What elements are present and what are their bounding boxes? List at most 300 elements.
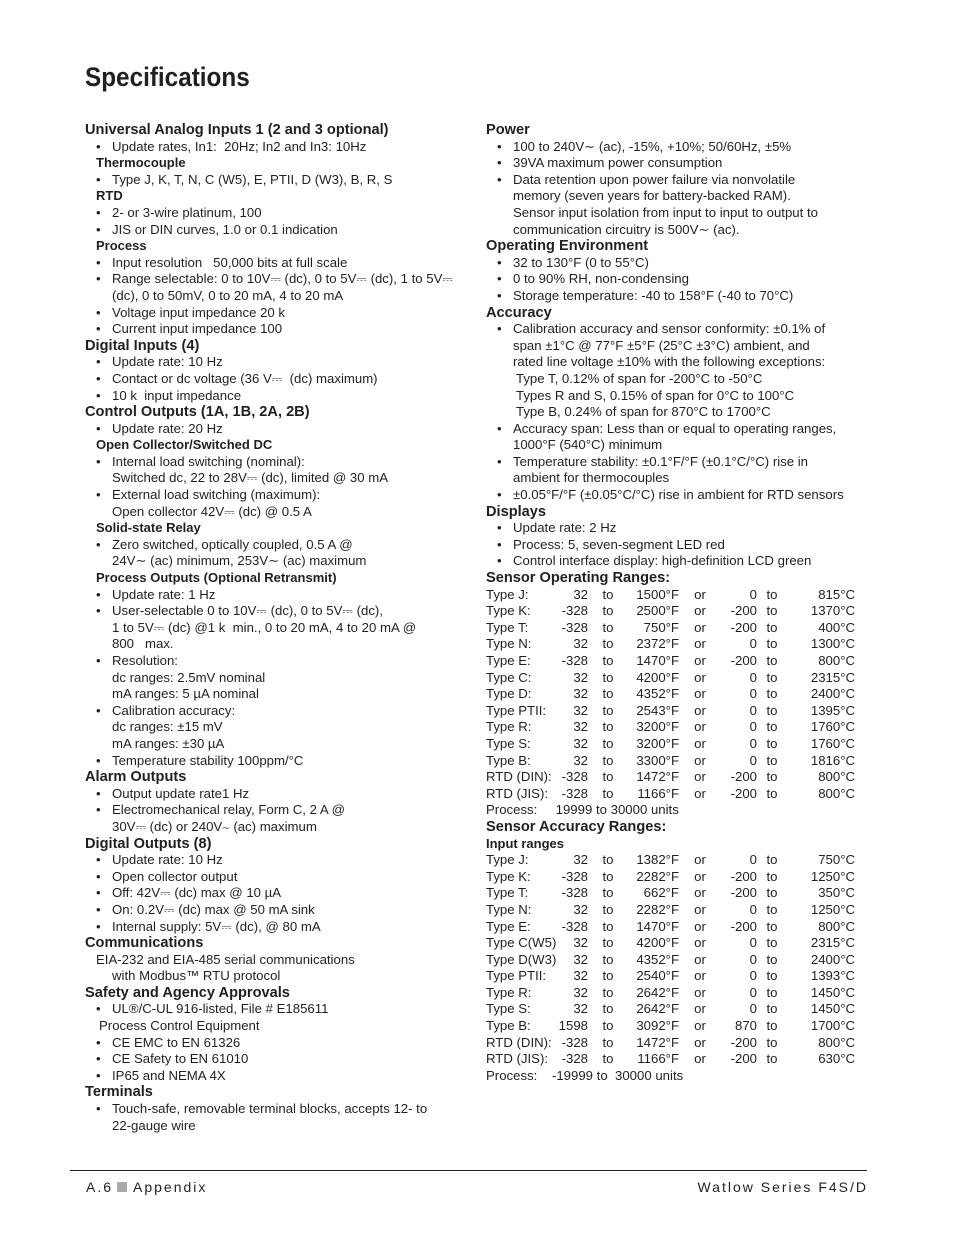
bullet-item: • Temperature stability: ±0.1°F/°F (±0.1°C/°C) rise in ambient for thermocouples [486, 454, 876, 487]
range-row [486, 753, 876, 770]
bullet-item: • CE Safety to EN 61010 [85, 1051, 460, 1068]
range-to: to [766, 752, 778, 768]
range-high-c: 2400°C [810, 951, 855, 967]
subheading-open-collector: Open Collector/Switched DC [96, 437, 273, 453]
bullet-item: • ±0.05°F/°F (±0.05°C/°C) rise in ambient for RTD sensors [486, 487, 876, 504]
range-to: to [602, 901, 614, 917]
page-title: Specifications [85, 62, 250, 92]
range-high-f: 1470°F [636, 918, 679, 934]
range-or: or [694, 951, 706, 967]
range-row [486, 1051, 876, 1068]
range-low-f: 1598 [558, 1018, 588, 1034]
range-or: or [694, 669, 706, 685]
section-heading-safety-approvals: Safety and Agency Approvals [85, 984, 290, 1001]
range-to: to [766, 984, 778, 1000]
range-low-f: -328 [561, 653, 588, 668]
sensor-accuracy-ranges-table [486, 852, 876, 1068]
range-row [486, 636, 876, 653]
range-or: or [694, 918, 706, 934]
bullet-item: • Update rate: 20 Hz [85, 421, 460, 438]
communications-text: EIA-232 and EIA-485 serial communications [96, 951, 355, 967]
range-or: or [694, 603, 706, 619]
range-or: or [694, 1051, 706, 1067]
range-high-c: 1300°C [810, 636, 855, 652]
range-low-f: 32 [573, 852, 588, 868]
range-to: to [766, 636, 778, 652]
sensor-type: RTD (DIN): [486, 1034, 552, 1050]
range-row [486, 1018, 876, 1035]
bullet-item: • 100 to 240V∼ (ac), -15%, +10%; 50/60Hz, ±5% [486, 139, 876, 156]
bullet-item: • Electromechanical relay, Form C, 2 A @ 30V⎓ (dc) or 240V∼ (ac) maximum [85, 802, 460, 835]
range-row [486, 985, 876, 1002]
range-to: to [766, 1018, 778, 1034]
bullet-item: • Storage temperature: -40 to 158°F (-40 to 70°C) [486, 288, 876, 305]
subheading-input-ranges: Input ranges [486, 835, 565, 851]
range-to: to [766, 653, 778, 668]
range-low-f: 32 [573, 686, 588, 702]
sensor-type: Type K: [486, 603, 531, 619]
subheading-solid-state-relay: Solid-state Relay [96, 520, 201, 536]
bullet-item: • 39VA maximum power consumption [486, 155, 876, 172]
section-heading-communications: Communications [85, 935, 204, 952]
sensor-type: Type S: [486, 735, 531, 751]
bullet-item: • Touch-safe, removable terminal blocks, accepts 12- to 22-gauge wire [85, 1101, 460, 1134]
range-to: to [766, 719, 778, 735]
bullet-item: • Process: 5, seven-segment LED red [486, 537, 876, 554]
range-or: or [694, 885, 706, 901]
range-low-f: 32 [573, 901, 588, 917]
range-to: to [766, 785, 778, 801]
range-row [486, 919, 876, 936]
range-to: to [602, 702, 614, 718]
section-heading-sensor-operating-ranges: Sensor Operating Ranges: [486, 570, 671, 587]
range-or: or [694, 1034, 706, 1050]
range-to: to [766, 686, 778, 702]
range-low-f: 32 [573, 719, 588, 735]
range-or: or [694, 653, 706, 668]
range-low-f: 32 [573, 752, 588, 768]
range-low-c: 0 [749, 984, 757, 1000]
bullet-list [85, 1101, 460, 1134]
sensor-type: Type N: [486, 636, 532, 652]
range-to: to [766, 586, 778, 602]
footer-page-label [86, 1179, 207, 1195]
range-row [486, 885, 876, 902]
range-low-c: 0 [749, 719, 757, 735]
sensor-type: Type B: [486, 1018, 531, 1034]
bullet-item: • Control interface display: high-definition LCD green [486, 553, 876, 570]
range-or: or [694, 735, 706, 751]
range-or: or [694, 785, 706, 801]
range-high-f: 750°F [643, 619, 679, 635]
communications-text: with Modbus™ RTU protocol [112, 968, 281, 984]
range-high-f: 662°F [643, 885, 679, 901]
range-low-c: -200 [730, 785, 757, 801]
bullet-list [85, 172, 460, 189]
range-low-c: 0 [749, 735, 757, 751]
range-low-c: 870 [734, 1018, 757, 1034]
range-low-f: -328 [561, 885, 588, 901]
range-low-c: 0 [749, 669, 757, 685]
range-row [486, 719, 876, 736]
range-to: to [766, 868, 778, 884]
range-or: or [694, 686, 706, 702]
range-high-f: 1500°F [636, 586, 679, 602]
right-column [486, 122, 876, 1084]
sensor-type: Type J: [486, 586, 529, 602]
range-low-f: 32 [573, 951, 588, 967]
range-low-c: 0 [749, 686, 757, 702]
range-high-f: 1472°F [636, 1034, 679, 1050]
range-to: to [766, 1051, 778, 1067]
sensor-type: Type PTII: [486, 702, 547, 718]
sensor-type: Type T: [486, 619, 529, 635]
range-or: or [694, 719, 706, 735]
bullet-item: • JIS or DIN curves, 1.0 or 0.1 indication [85, 222, 460, 239]
range-to: to [766, 769, 778, 785]
range-high-f: 3092°F [636, 1018, 679, 1034]
range-high-f: 1166°F [637, 1051, 679, 1067]
range-high-f: 4352°F [636, 686, 679, 702]
range-row [486, 686, 876, 703]
range-high-c: 1760°C [810, 719, 855, 735]
bullet-item: • Calibration accuracy: dc ranges: ±15 mV mA ranges: ±30 µA [85, 703, 460, 753]
range-low-f: 32 [573, 984, 588, 1000]
bullet-list [85, 852, 460, 935]
bullet-item: • Off: 42V⎓ (dc) max @ 10 µA [85, 885, 460, 902]
bullet-list [486, 520, 876, 570]
range-to: to [602, 918, 614, 934]
range-to: to [602, 935, 614, 951]
range-or: or [694, 968, 706, 984]
section-heading-terminals: Terminals [85, 1084, 153, 1101]
sensor-type: RTD (DIN): [486, 769, 552, 785]
range-to: to [766, 1034, 778, 1050]
range-or: or [694, 852, 706, 868]
bullet-list [486, 321, 876, 371]
range-or: or [694, 868, 706, 884]
range-to: to [602, 735, 614, 751]
range-low-c: 0 [749, 636, 757, 652]
section-heading-sensor-accuracy-ranges: Sensor Accuracy Ranges: [486, 818, 667, 835]
range-low-c: 0 [749, 752, 757, 768]
sensor-type: Type B: [486, 752, 531, 768]
bullet-item: • Output update rate1 Hz [85, 786, 460, 803]
range-low-f: -328 [561, 1034, 588, 1050]
range-to: to [602, 951, 614, 967]
range-low-c: -200 [730, 1051, 757, 1067]
page-number: A.6 [86, 1179, 114, 1195]
accuracy-exception: Type B, 0.24% of span for 870°C to 1700°C [516, 404, 771, 420]
range-or: or [694, 935, 706, 951]
range-high-c: 1450°C [810, 984, 855, 1000]
range-to: to [602, 752, 614, 768]
bullet-list [85, 421, 460, 438]
section-name: Appendix [133, 1179, 208, 1195]
section-heading-digital-inputs: Digital Inputs (4) [85, 337, 200, 354]
accuracy-process-range: Process: -19999 to 30000 units [486, 1067, 684, 1083]
bullet-item: • UL®/C-UL 916-listed, File # E185611 [85, 1001, 460, 1018]
range-high-c: 815°C [818, 586, 855, 602]
range-high-c: 1250°C [810, 901, 855, 917]
range-high-c: 800°C [818, 1034, 855, 1050]
footer-product-name: Watlow Series F4S/D [697, 1179, 868, 1195]
range-low-c: 0 [749, 702, 757, 718]
bullet-item: • Update rate: 10 Hz [85, 354, 460, 371]
bullet-item: • External load switching (maximum): Open collector 42V⎓ (dc) @ 0.5 A [85, 487, 460, 520]
sensor-type: Type K: [486, 868, 531, 884]
range-to: to [766, 1001, 778, 1017]
range-row [486, 769, 876, 786]
range-to: to [602, 1051, 614, 1067]
range-high-f: 2642°F [636, 1001, 679, 1017]
range-high-f: 4200°F [636, 935, 679, 951]
range-low-c: -200 [730, 603, 757, 619]
range-to: to [602, 769, 614, 785]
range-to: to [766, 918, 778, 934]
bullet-list [486, 139, 876, 239]
bullet-list [85, 587, 460, 770]
range-high-c: 800°C [818, 769, 855, 785]
section-heading-universal-analog-inputs: Universal Analog Inputs 1 (2 and 3 optional) [85, 122, 389, 138]
sensor-type: Type N: [486, 901, 532, 917]
sensor-type: Type D: [486, 686, 532, 702]
subheading-thermocouple: Thermocouple [96, 155, 186, 171]
range-or: or [694, 1018, 706, 1034]
range-high-f: 2372°F [636, 636, 679, 652]
range-high-c: 1760°C [810, 735, 855, 751]
bullet-item: • Update rate: 1 Hz [85, 587, 460, 604]
range-to: to [766, 885, 778, 901]
range-high-c: 400°C [818, 619, 855, 635]
range-high-c: 800°C [818, 785, 855, 801]
range-to: to [766, 968, 778, 984]
range-high-f: 3200°F [636, 719, 679, 735]
range-high-c: 350°C [818, 885, 855, 901]
range-row [486, 935, 876, 952]
section-heading-power: Power [486, 122, 530, 138]
bullet-item: • Zero switched, optically coupled, 0.5 A @ 24V∼ (ac) minimum, 253V∼ (ac) maximum [85, 537, 460, 570]
bullet-item: • 32 to 130°F (0 to 55°C) [486, 255, 876, 272]
range-high-f: 3200°F [636, 735, 679, 751]
range-to: to [602, 868, 614, 884]
range-high-c: 1370°C [810, 603, 855, 619]
range-high-f: 1166°F [637, 785, 679, 801]
range-high-f: 2642°F [636, 984, 679, 1000]
range-low-f: -328 [561, 785, 588, 801]
range-to: to [766, 702, 778, 718]
subheading-process: Process [96, 238, 147, 254]
left-column [85, 122, 460, 1134]
range-low-c: 0 [749, 852, 757, 868]
range-to: to [602, 1018, 614, 1034]
sensor-operating-ranges-table [486, 587, 876, 803]
range-to: to [602, 852, 614, 868]
range-to: to [766, 603, 778, 619]
range-high-c: 800°C [818, 918, 855, 934]
range-low-c: 0 [749, 901, 757, 917]
section-heading-operating-environment: Operating Environment [486, 238, 649, 255]
range-low-f: 32 [573, 735, 588, 751]
section-heading-displays: Displays [486, 503, 547, 520]
sensor-type: Type E: [486, 653, 531, 668]
range-to: to [766, 935, 778, 951]
square-bullet-icon [117, 1182, 127, 1192]
range-row [486, 620, 876, 637]
range-to: to [766, 951, 778, 967]
range-or: or [694, 702, 706, 718]
range-low-c: -200 [730, 619, 757, 635]
range-to: to [602, 603, 614, 619]
range-row [486, 603, 876, 620]
range-to: to [602, 719, 614, 735]
bullet-item: • CE EMC to EN 61326 [85, 1035, 460, 1052]
range-high-c: 1393°C [810, 968, 855, 984]
sensor-type: Type D(W3) [486, 951, 557, 967]
section-heading-control-outputs: Control Outputs (1A, 1B, 2A, 2B) [85, 404, 310, 421]
range-low-f: -328 [561, 619, 588, 635]
range-to: to [766, 669, 778, 685]
range-high-f: 4352°F [636, 951, 679, 967]
range-low-c: -200 [730, 868, 757, 884]
range-row [486, 703, 876, 720]
bullet-item: • 10 k input impedance [85, 388, 460, 405]
range-high-c: 1816°C [810, 752, 855, 768]
range-high-c: 2315°C [810, 669, 855, 685]
range-to: to [602, 1034, 614, 1050]
range-high-f: 2282°F [636, 901, 679, 917]
bullet-item: • User-selectable 0 to 10V⎓ (dc), 0 to 5V⎓ (dc), 1 to 5V⎓ (dc) @1 k min., 0 to 20 mA, 4 to 20 mA @ 800 max. [85, 603, 460, 653]
bullet-list [85, 139, 460, 156]
range-low-f: 32 [573, 636, 588, 652]
range-or: or [694, 901, 706, 917]
range-high-c: 2315°C [810, 935, 855, 951]
range-low-f: 32 [573, 669, 588, 685]
sensor-type: Type R: [486, 984, 532, 1000]
bullet-list [85, 786, 460, 836]
bullet-item: • 2- or 3-wire platinum, 100 [85, 205, 460, 222]
bullet-item: • Update rate: 2 Hz [486, 520, 876, 537]
range-low-f: 32 [573, 586, 588, 602]
bullet-item: • Calibration accuracy and sensor conformity: ±0.1% of span ±1°C @ 77°F ±5°F (25°C ±3°C) ambient, and rated line voltage ±10% with the following exceptions: [486, 321, 876, 371]
range-row [486, 587, 876, 604]
range-low-c: 0 [749, 586, 757, 602]
range-or: or [694, 769, 706, 785]
subheading-rtd: RTD [96, 188, 123, 204]
range-row [486, 1035, 876, 1052]
range-low-f: 32 [573, 968, 588, 984]
range-to: to [766, 735, 778, 751]
range-low-c: -200 [730, 769, 757, 785]
bullet-list [85, 1001, 460, 1018]
section-heading-digital-outputs: Digital Outputs (8) [85, 835, 212, 852]
range-to: to [602, 653, 614, 668]
range-low-c: -200 [730, 918, 757, 934]
bullet-list [85, 354, 460, 404]
range-or: or [694, 636, 706, 652]
range-high-f: 1382°F [636, 852, 679, 868]
sensor-type: RTD (JIS): [486, 1051, 549, 1067]
bullet-list [85, 1035, 460, 1085]
range-low-c: 0 [749, 1001, 757, 1017]
sensor-type: Type PTII: [486, 968, 547, 984]
approval-text: Process Control Equipment [99, 1018, 260, 1034]
bullet-item: • Internal supply: 5V⎓ (dc), @ 80 mA [85, 919, 460, 936]
bullet-list [85, 537, 460, 570]
range-high-c: 2400°C [810, 686, 855, 702]
sensor-type: RTD (JIS): [486, 785, 549, 801]
range-high-c: 1250°C [810, 868, 855, 884]
bullet-item: • Input resolution 50,000 bits at full scale [85, 255, 460, 272]
range-low-c: 0 [749, 968, 757, 984]
range-row [486, 902, 876, 919]
range-to: to [766, 901, 778, 917]
range-to: to [602, 636, 614, 652]
range-or: or [694, 619, 706, 635]
range-high-f: 2282°F [636, 868, 679, 884]
range-row [486, 968, 876, 985]
bullet-item: • Range selectable: 0 to 10V⎓ (dc), 0 to 5V⎓ (dc), 1 to 5V⎓ (dc), 0 to 50mV, 0 to 20 mA, 4 to 20 mA [85, 271, 460, 304]
bullet-item: • Temperature stability 100ppm/°C [85, 753, 460, 770]
range-high-c: 800°C [818, 653, 855, 668]
range-low-f: -328 [561, 868, 588, 884]
range-high-c: 750°C [818, 852, 855, 868]
range-high-f: 1472°F [636, 769, 679, 785]
range-high-f: 2540°F [636, 968, 679, 984]
range-to: to [602, 968, 614, 984]
range-low-f: -328 [561, 603, 588, 619]
bullet-list [486, 421, 876, 504]
range-row [486, 1001, 876, 1018]
bullet-list [85, 205, 460, 238]
range-high-f: 4200°F [636, 669, 679, 685]
range-row [486, 852, 876, 869]
range-high-f: 3300°F [636, 752, 679, 768]
range-row [486, 653, 876, 670]
range-low-c: -200 [730, 1034, 757, 1050]
bullet-item: • Resolution: dc ranges: 2.5mV nominal mA ranges: 5 µA nominal [85, 653, 460, 703]
range-low-f: -328 [561, 769, 588, 785]
sensor-type: Type S: [486, 1001, 531, 1017]
section-heading-accuracy: Accuracy [486, 304, 552, 321]
range-row [486, 670, 876, 687]
range-high-c: 1450°C [810, 1001, 855, 1017]
sensor-type: Type C: [486, 669, 532, 685]
accuracy-exception: Types R and S, 0.15% of span for 0°C to 100°C [516, 387, 795, 403]
sensor-type: Type R: [486, 719, 532, 735]
range-low-f: 32 [573, 702, 588, 718]
range-low-f: -328 [561, 1051, 588, 1067]
sensor-type: Type C(W5) [486, 935, 557, 951]
range-low-f: 32 [573, 1001, 588, 1017]
range-row [486, 869, 876, 886]
range-low-f: 32 [573, 935, 588, 951]
range-to: to [766, 619, 778, 635]
range-or: or [694, 1001, 706, 1017]
bullet-item: • Internal load switching (nominal): Switched dc, 22 to 28V⎓ (dc), limited @ 30 mA [85, 454, 460, 487]
range-to: to [602, 586, 614, 602]
bullet-item: • Contact or dc voltage (36 V⎓ (dc) maximum) [85, 371, 460, 388]
bullet-list [486, 255, 876, 305]
range-to: to [602, 984, 614, 1000]
accuracy-exception: Type T, 0.12% of span for -200°C to -50°C [516, 370, 763, 386]
bullet-item: • Update rates, In1: 20Hz; In2 and In3: 10Hz [85, 139, 460, 156]
range-row [486, 736, 876, 753]
bullet-item: • On: 0.2V⎓ (dc) max @ 50 mA sink [85, 902, 460, 919]
subheading-process-outputs: Process Outputs (Optional Retransmit) [96, 570, 337, 586]
bullet-item: • 0 to 90% RH, non-condensing [486, 271, 876, 288]
range-to: to [602, 619, 614, 635]
